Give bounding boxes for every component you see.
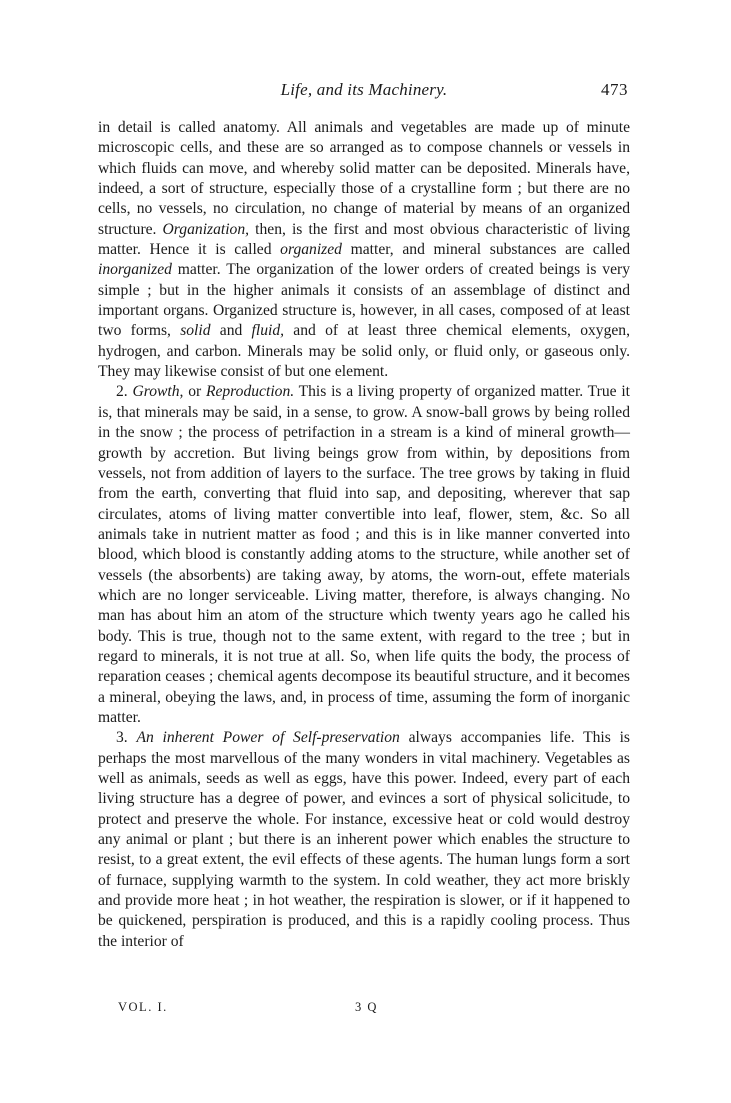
italic-text: inorganized: [98, 261, 172, 279]
running-title: Life, and its Machinery.: [280, 80, 448, 99]
text-run: matter, and mineral substances are called: [341, 241, 630, 259]
signature-mark: 3 Q: [355, 1000, 378, 1014]
page-number: 473: [601, 80, 628, 99]
text-run: matter. The organization of the lower orders of created beings is very simple ; but in the higher animals it consists of an assemblage of distinct and important organs. Organized structure is, however, in all cases, composed of at least two forms,: [98, 261, 630, 340]
italic-text: Growth,: [132, 383, 184, 401]
italic-text: solid: [180, 322, 211, 340]
italic-text: organized: [280, 241, 342, 259]
text-run: This is a living property of organized matter. True it is, that minerals may be said, in a sense, to grow. A snow-ball grows by being rolled in the snow ; the process of petrifaction in a stream is a kind of mineral growth—growth by accretion. But living beings grow from within, by depositions from vessels, not from addition of layers to the surface. The tree grows by taking in fluid from the earth, converting that fluid into sap, and depositing, wherever that sap circulates, atoms of living matter convertible into leaf, flower, stem, &c. So all animals take in nutrient matter as food ; and this is in like manner converted into blood, which blood is constantly adding atoms to the structure, while another set of vessels (the absorbents) are taking away, by atoms, the worn-out, effete materials which are no longer serviceable. Living matter, therefore, is always changing. No man has about him an atom of the structure which twenty years ago he called his body. This is true, though not to the same extent, with regard to the tree ; but in regard to minerals, it is not true at all. So, when life quits the body, the process of reparation ceases ; chemical agents decompose its beautiful structure, and it becomes a mineral, obeying the laws, and, in process of time, assuming the form of inorganic matter.: [98, 383, 630, 726]
text-run: and of at least three chemical elements, oxygen, hydrogen, and carbon. Minerals may be solid only, or fluid only, or gaseous only. They may likewise consist of but one element.: [98, 322, 630, 381]
volume-mark: VOL. I.: [118, 1000, 168, 1014]
running-head: [98, 74, 630, 104]
italic-text: fluid,: [251, 322, 285, 340]
italic-text: Organization,: [162, 220, 250, 238]
text-run: and: [210, 322, 252, 340]
page-footer: [118, 1000, 630, 1022]
text-run: 2.: [116, 383, 133, 401]
text-run: in detail is called anatomy. All animals and vegetables are made up of minute microscopic cells, and these are so arranged as to compose channels or vessels in which fluids can move, and whereby solid matter can be deposited. Minerals have, indeed, a sort of structure, especially those of a crystalline form ; but there are no cells, no vessels, no circulation, no change of material by means of an organized structure.: [98, 119, 630, 238]
text-run: 3.: [116, 729, 137, 747]
text-run: or: [183, 383, 206, 401]
paragraph: [98, 728, 630, 952]
italic-text: An inherent Power of Self-preservation: [136, 729, 400, 747]
book-page: [98, 74, 630, 1034]
paragraph: [98, 118, 630, 382]
text-run: always accompanies life. This is perhaps the most marvellous of the many wonders in vital machinery. Vegetables as well as animals, seeds as well as eggs, have this power. Indeed, every part of each living structure has a degree of power, and evinces a sort of physical solicitude, to protect and preserve the whole. For instance, excessive heat or cold would destroy any animal or plant ; but there is an inherent power which enables the structure to resist, to a great extent, the evil effects of these agents. The human lungs form a sort of furnace, supplying warmth to the system. In cold weather, they act more briskly and provide more heat ; in hot weather, the respiration is slower, or if it happened to be quickened, perspiration is produced, and this is a rapidly cooling process. Thus the interior of: [98, 729, 630, 950]
text-run: then, is the first and most obvious characteristic of living matter. Hence it is called: [98, 220, 630, 259]
body-text: [98, 118, 630, 952]
italic-text: Reproduction.: [205, 383, 295, 401]
paragraph: [98, 382, 630, 728]
